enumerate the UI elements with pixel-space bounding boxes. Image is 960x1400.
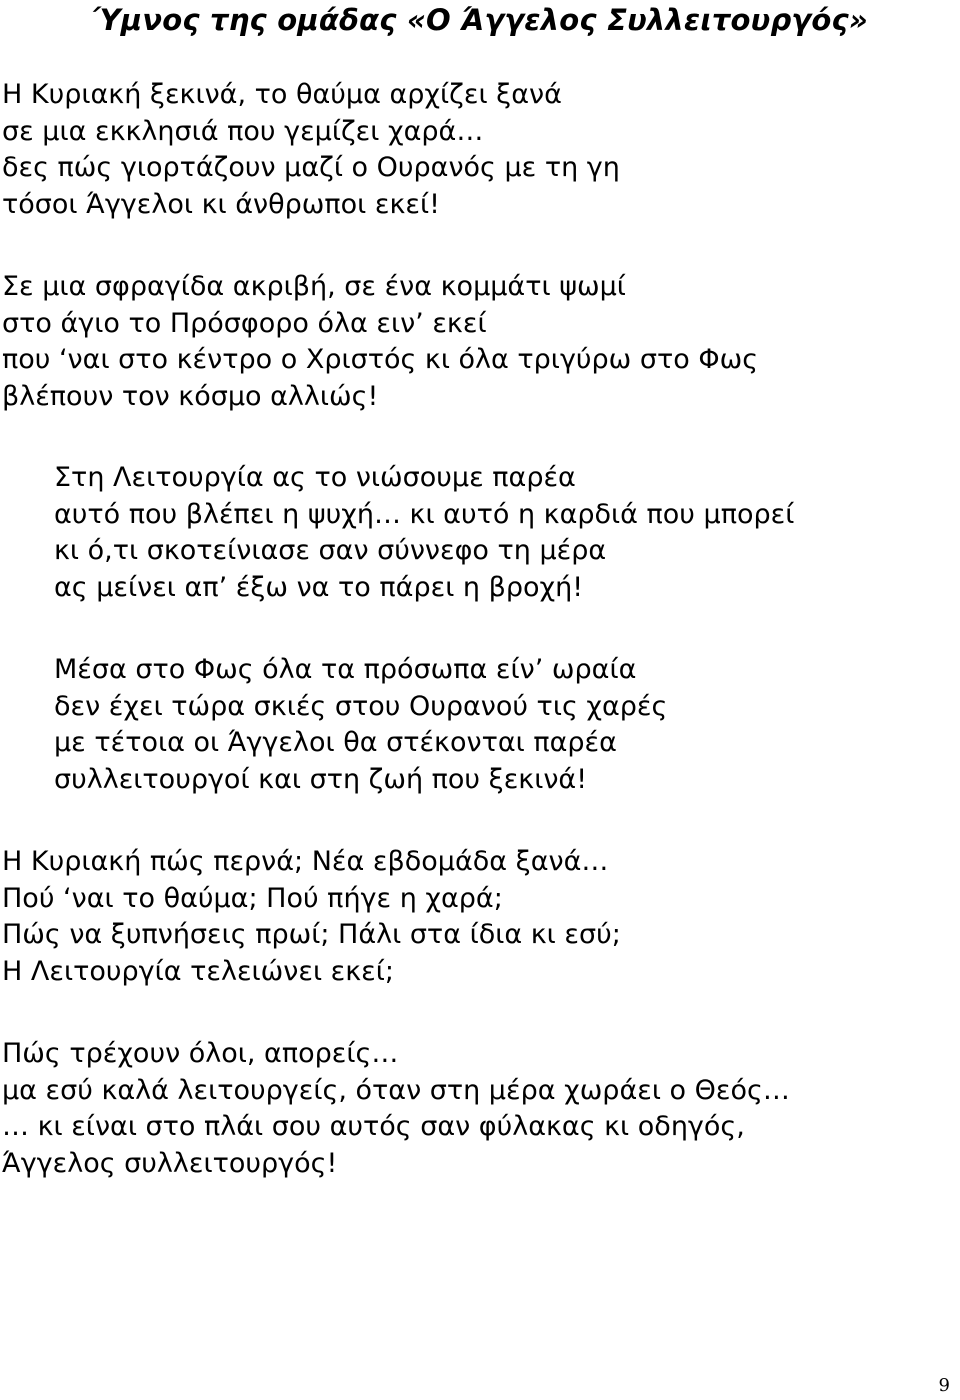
chorus-stanza-2 [54, 652, 667, 798]
stanza-line: … κι είναι στο πλάι σου αυτός σαν φύλακας κι οδηγός, [2, 1111, 745, 1142]
stanza-line: δες πώς γιορτάζουν μαζί ο Ουρανός με τη γη [2, 152, 620, 183]
stanza-line: κι ό,τι σκοτείνιασε σαν σύννεφο τη μέρα [54, 535, 607, 566]
stanza-line: Πού ‘ναι το θαύμα; Πού πήγε η χαρά; [2, 882, 503, 914]
stanza-1 [2, 77, 620, 223]
stanza-3 [2, 844, 621, 990]
stanza-line: που ‘ναι στο κέντρο ο Χριστός κι όλα τριγύρω στο Φως [2, 344, 759, 375]
stanza-line: τόσοι Άγγελοι κι άνθρωποι εκεί! [2, 188, 440, 220]
page-number: 9 [938, 1375, 950, 1396]
stanza-2 [2, 269, 758, 415]
stanza-line: συλλειτουργοί και στη ζωή που ξεκινά! [54, 763, 588, 795]
stanza-line: Σε μια σφραγίδα ακριβή, σε ένα κομμάτι ψωμί [2, 271, 626, 302]
stanza-line: Πώς να ξυπνήσεις πρωί; Πάλι στα ίδια κι εσύ; [2, 919, 621, 950]
stanza-line: Μέσα στο Φως όλα τα πρόσωπα είν’ ωραία [54, 654, 637, 685]
document-title: Ύμνος της ομάδας «Ο Άγγελος Συλλειτουργός» [92, 3, 868, 37]
chorus-stanza-1 [54, 460, 794, 606]
stanza-line: στο άγιο το Πρόσφορο όλα ειν’ εκεί [2, 307, 487, 339]
stanza-line: Η Λειτουργία τελειώνει εκεί; [2, 955, 395, 987]
stanza-line: Πώς τρέχουν όλοι, απορείς… [2, 1038, 399, 1069]
stanza-4 [2, 1036, 790, 1182]
stanza-line: μα εσύ καλά λειτουργείς, όταν στη μέρα χωράει ο Θεός… [2, 1074, 790, 1106]
stanza-line: Η Κυριακή πώς περνά; Νέα εβδομάδα ξανά… [2, 846, 609, 877]
stanza-line: δεν έχει τώρα σκιές στου Ουρανού τις χαρές [54, 690, 668, 722]
stanza-line: Άγγελος συλλειτουργός! [2, 1147, 338, 1179]
stanza-line: σε μια εκκλησιά που γεμίζει χαρά… [2, 115, 484, 147]
stanza-line: Στη Λειτουργία ας το νιώσουμε παρέα [54, 462, 576, 493]
stanza-line: αυτό που βλέπει η ψυχή… κι αυτό η καρδιά που μπορεί [54, 498, 795, 530]
stanza-line: ας μείνει απ’ έξω να το πάρει η βροχή! [54, 571, 584, 603]
stanza-line: βλέπουν τον κόσμο αλλιώς! [2, 380, 379, 412]
stanza-line: με τέτοια οι Άγγελοι θα στέκονται παρέα [54, 727, 617, 758]
stanza-line: Η Κυριακή ξεκινά, το θαύμα αρχίζει ξανά [2, 79, 562, 110]
